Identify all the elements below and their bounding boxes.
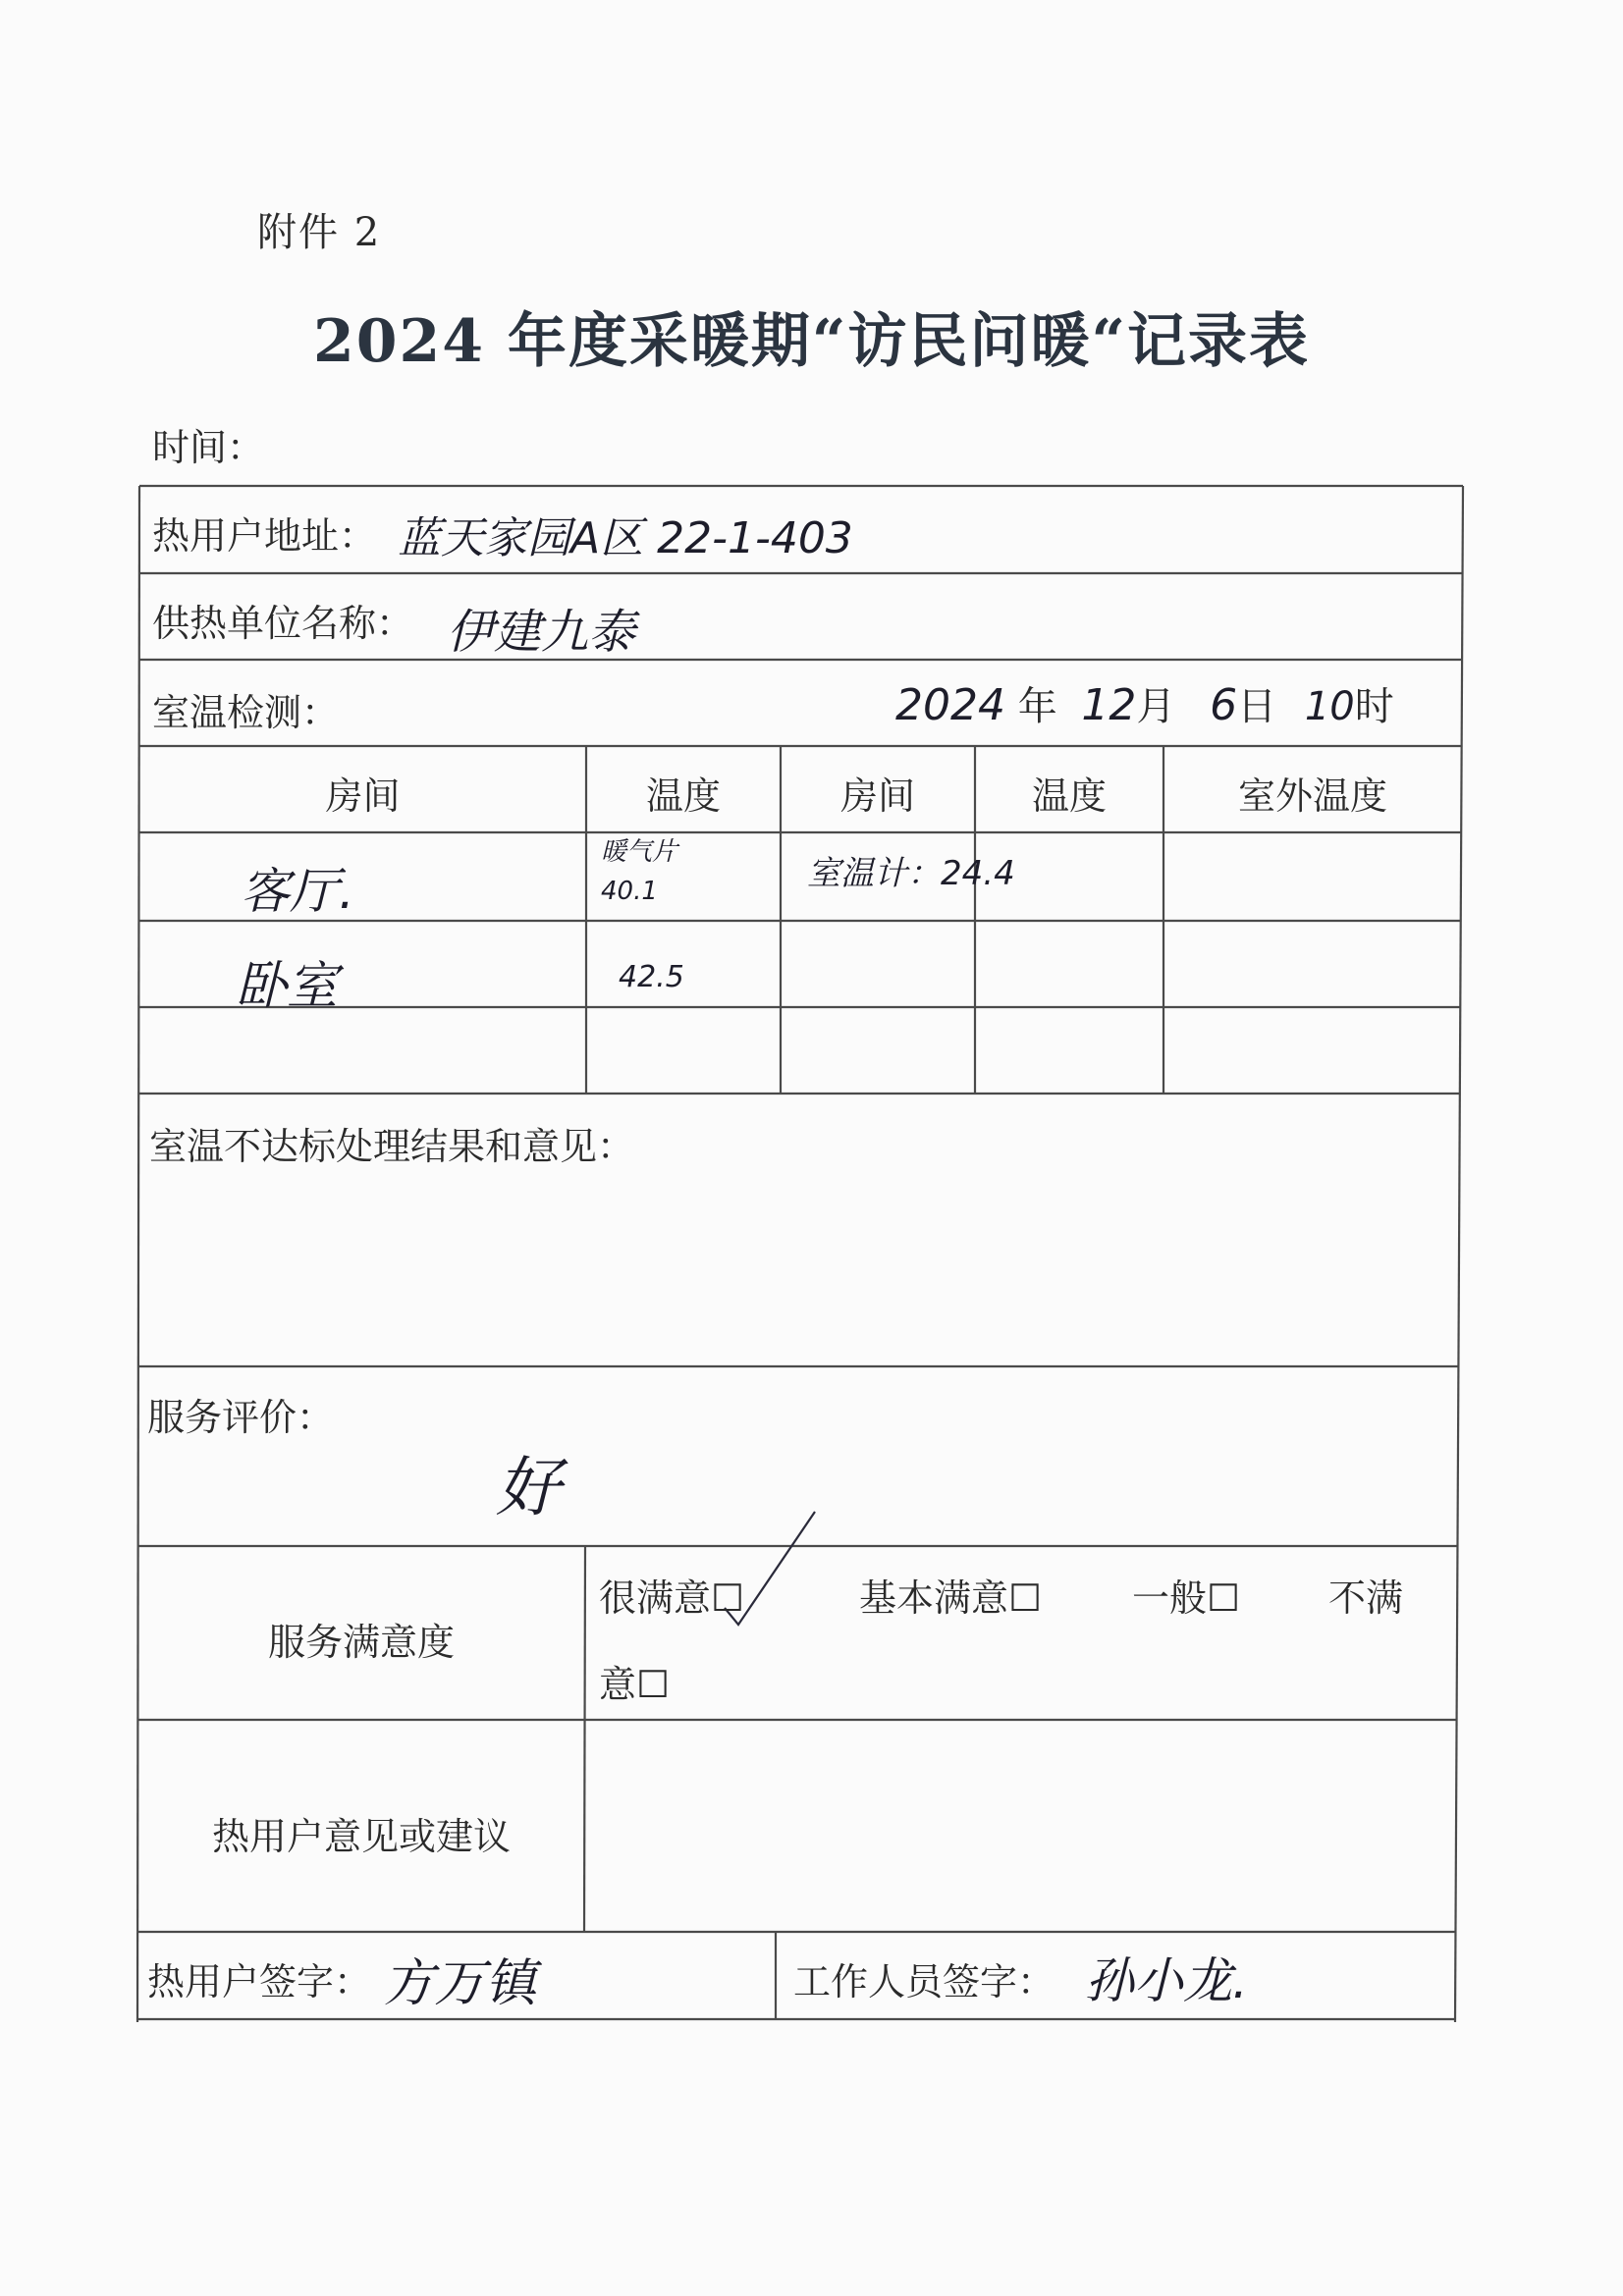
row2-room1: 卧室 <box>236 957 339 1016</box>
option-average <box>1132 1568 1240 1622</box>
address-value: 蓝天家园A区 22-1-403 <box>398 513 853 563</box>
row1-room1: 客厅. <box>241 863 354 920</box>
temp-check-datetime <box>895 675 1394 731</box>
checkbox-average[interactable]: ☐ <box>1207 1576 1241 1620</box>
user-sign-label: 热用户签字： <box>147 1960 372 2003</box>
year-unit: 年 <box>1017 684 1057 729</box>
staff-sign-value: 孙小龙. <box>1085 1952 1248 2009</box>
temp-check-label: 室温检测： <box>152 691 340 734</box>
month-value: 12 <box>1081 680 1137 730</box>
evaluation-value: 好 <box>496 1450 561 1525</box>
header-temp-2: 温度 <box>1031 774 1107 818</box>
day-value: 6 <box>1210 680 1238 730</box>
header-temp-1: 温度 <box>645 774 721 818</box>
option-unsatisfied-wrap <box>1328 1568 1403 1622</box>
day-unit: 日 <box>1237 684 1277 729</box>
header-outdoor-temp: 室外温度 <box>1237 774 1387 818</box>
hour-unit: 时 <box>1354 684 1394 729</box>
option-basic-satisfied-label: 基本满意 <box>859 1576 1009 1620</box>
row1-room2: 室温计：24.4 <box>807 854 1015 893</box>
option-basic-satisfied <box>859 1568 1042 1622</box>
suggestion-label: 热用户意见或建议 <box>211 1815 511 1858</box>
supplier-label: 供热单位名称： <box>152 602 414 645</box>
address-label: 热用户地址： <box>152 514 377 558</box>
header-room-1: 房间 <box>325 774 401 818</box>
checkbox-basic-satisfied[interactable]: ☐ <box>1008 1576 1043 1620</box>
checkbox-unsatisfied[interactable]: ☐ <box>636 1663 671 1706</box>
header-room-2: 房间 <box>839 774 915 818</box>
option-unsatisfied-line1: 不满 <box>1328 1576 1404 1620</box>
row1-temp1: 暖气片 40.1 <box>601 837 678 906</box>
row2-temp1: 42.5 <box>619 960 684 994</box>
option-very-satisfied <box>599 1568 744 1622</box>
user-sign-value: 方万镇 <box>383 1954 537 2013</box>
year-value: 2024 <box>895 680 1005 730</box>
option-unsatisfied-tail: 意 <box>599 1663 637 1706</box>
hour-value: 10 <box>1304 684 1355 729</box>
option-unsatisfied-line2 <box>599 1654 670 1708</box>
page-title: 2024 年度采暖期“访民问暖“记录表 <box>313 307 1310 376</box>
option-very-satisfied-label: 很满意 <box>599 1576 712 1620</box>
satisfaction-label: 服务满意度 <box>267 1621 455 1664</box>
option-average-label: 一般 <box>1132 1576 1208 1620</box>
evaluation-label: 服务评价： <box>147 1396 335 1439</box>
attachment-label: 附件 2 <box>257 210 382 255</box>
substandard-label: 室温不达标处理结果和意见： <box>149 1125 635 1168</box>
month-unit: 月 <box>1136 684 1176 729</box>
supplier-value: 伊建九泰 <box>447 605 636 660</box>
staff-sign-label: 工作人员签字： <box>793 1960 1055 2003</box>
checkbox-very-satisfied[interactable]: ☐ <box>711 1576 745 1620</box>
time-label: 时间： <box>152 426 265 469</box>
